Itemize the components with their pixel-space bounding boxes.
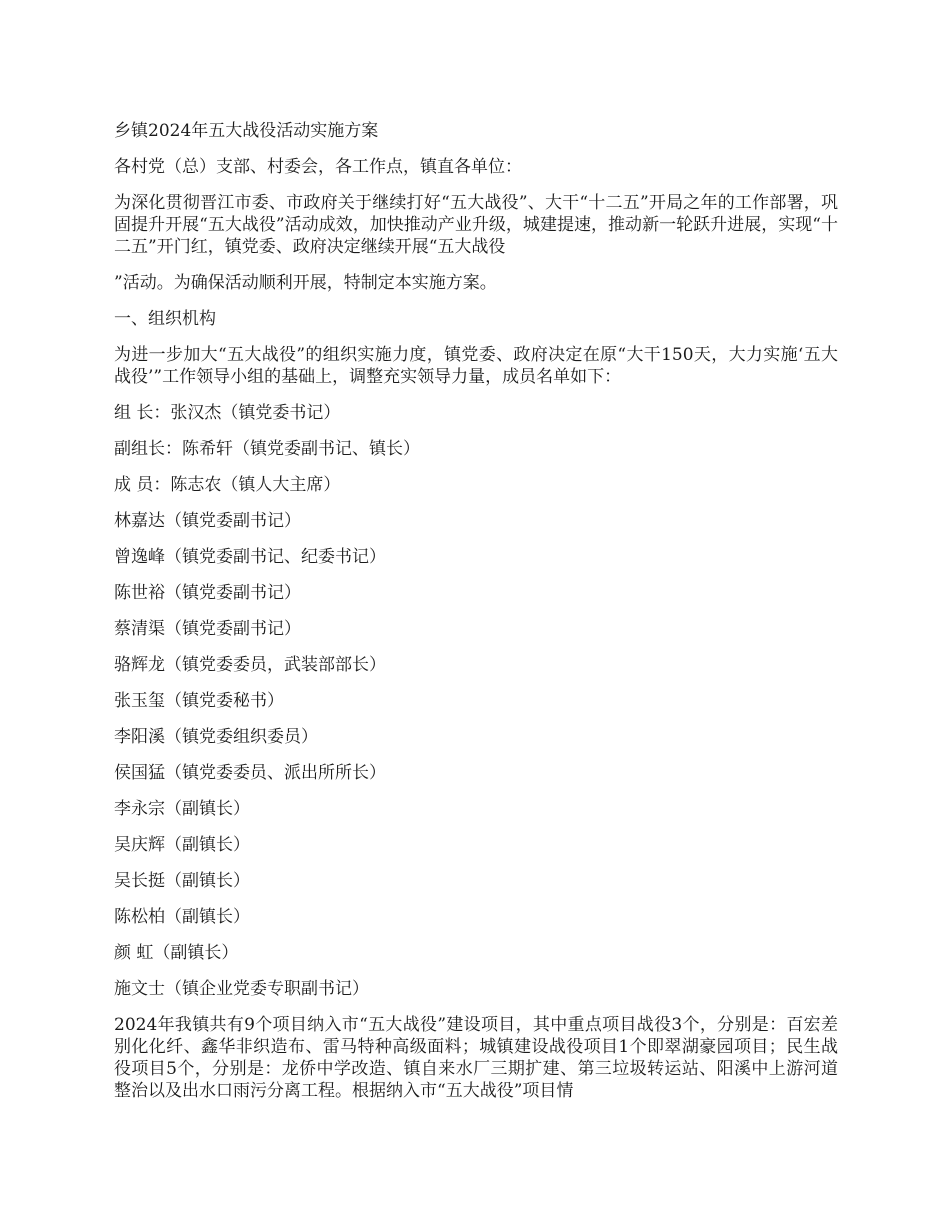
member-line: 曾逸峰（镇党委副书记、纪委书记） [114,547,386,567]
member-line: 林嘉达（镇党委副书记） [114,511,301,531]
document-body [114,120,838,1116]
member-line: 陈世裕（镇党委副书记） [114,583,301,603]
member-line: 颜 虹（副镇长） [114,943,239,963]
section-paragraph: 为进一步加大“五大战役”的组织实施力度，镇党委、政府决定在原“大干150天，大力实施‘五大战役’”工作领导小组的基础上，调整充实领导力量，成员名单如下： [114,345,838,387]
member-line: 李阳溪（镇党委组织委员） [114,727,318,747]
member-line: 骆辉龙（镇党委委员，武装部部长） [114,655,386,675]
projects-paragraph: 2024年我镇共有9个项目纳入市“五大战役”建设项目，其中重点项目战役3个，分别是：百宏差别化化纤、鑫华非织造布、雷马特种高级面料；城镇建设战役项目1个即翠湖豪园项目；民生战役项目5个，分别是：龙侨中学改造、镇自来水厂三期扩建、第三垃圾转运站、阳溪中上游河道整治以及出水口雨污分离工程。根据纳入市“五大战役”项目情 [114,1015,838,1101]
salutation: 各村党（总）支部、村委会，各工作点，镇直各单位： [114,157,522,177]
member-line: 组 长：张汉杰（镇党委书记） [114,403,341,423]
member-line: 陈松柏（副镇长） [114,907,250,927]
member-line: 成 员：陈志农（镇人大主席） [114,475,341,495]
member-line: 侯国猛（镇党委委员、派出所所长） [114,763,386,783]
member-line: 副组长：陈希轩（镇党委副书记、镇长） [114,439,420,459]
member-line: 施文士（镇企业党委专职副书记） [114,979,369,999]
member-line: 吴长挺（副镇长） [114,871,250,891]
intro-paragraph-continued: ”活动。为确保活动顺利开展，特制定本实施方案。 [114,273,497,293]
member-line: 蔡清渠（镇党委副书记） [114,619,301,639]
member-line: 吴庆辉（副镇长） [114,835,250,855]
document-title: 乡镇2024年五大战役活动实施方案 [114,121,379,141]
intro-paragraph: 为深化贯彻晋江市委、市政府关于继续打好“五大战役”、大干“十二五”开局之年的工作部署，巩固提升开展“五大战役”活动成效，加快推动产业升级，城建提速，推动新一轮跃升进展，实现“十二五”开门红，镇党委、政府决定继续开展“五大战役 [114,193,838,257]
member-line: 张玉玺（镇党委秘书） [114,691,284,711]
member-line: 李永宗（副镇长） [114,799,250,819]
section-heading: 一、组织机构 [114,309,216,329]
